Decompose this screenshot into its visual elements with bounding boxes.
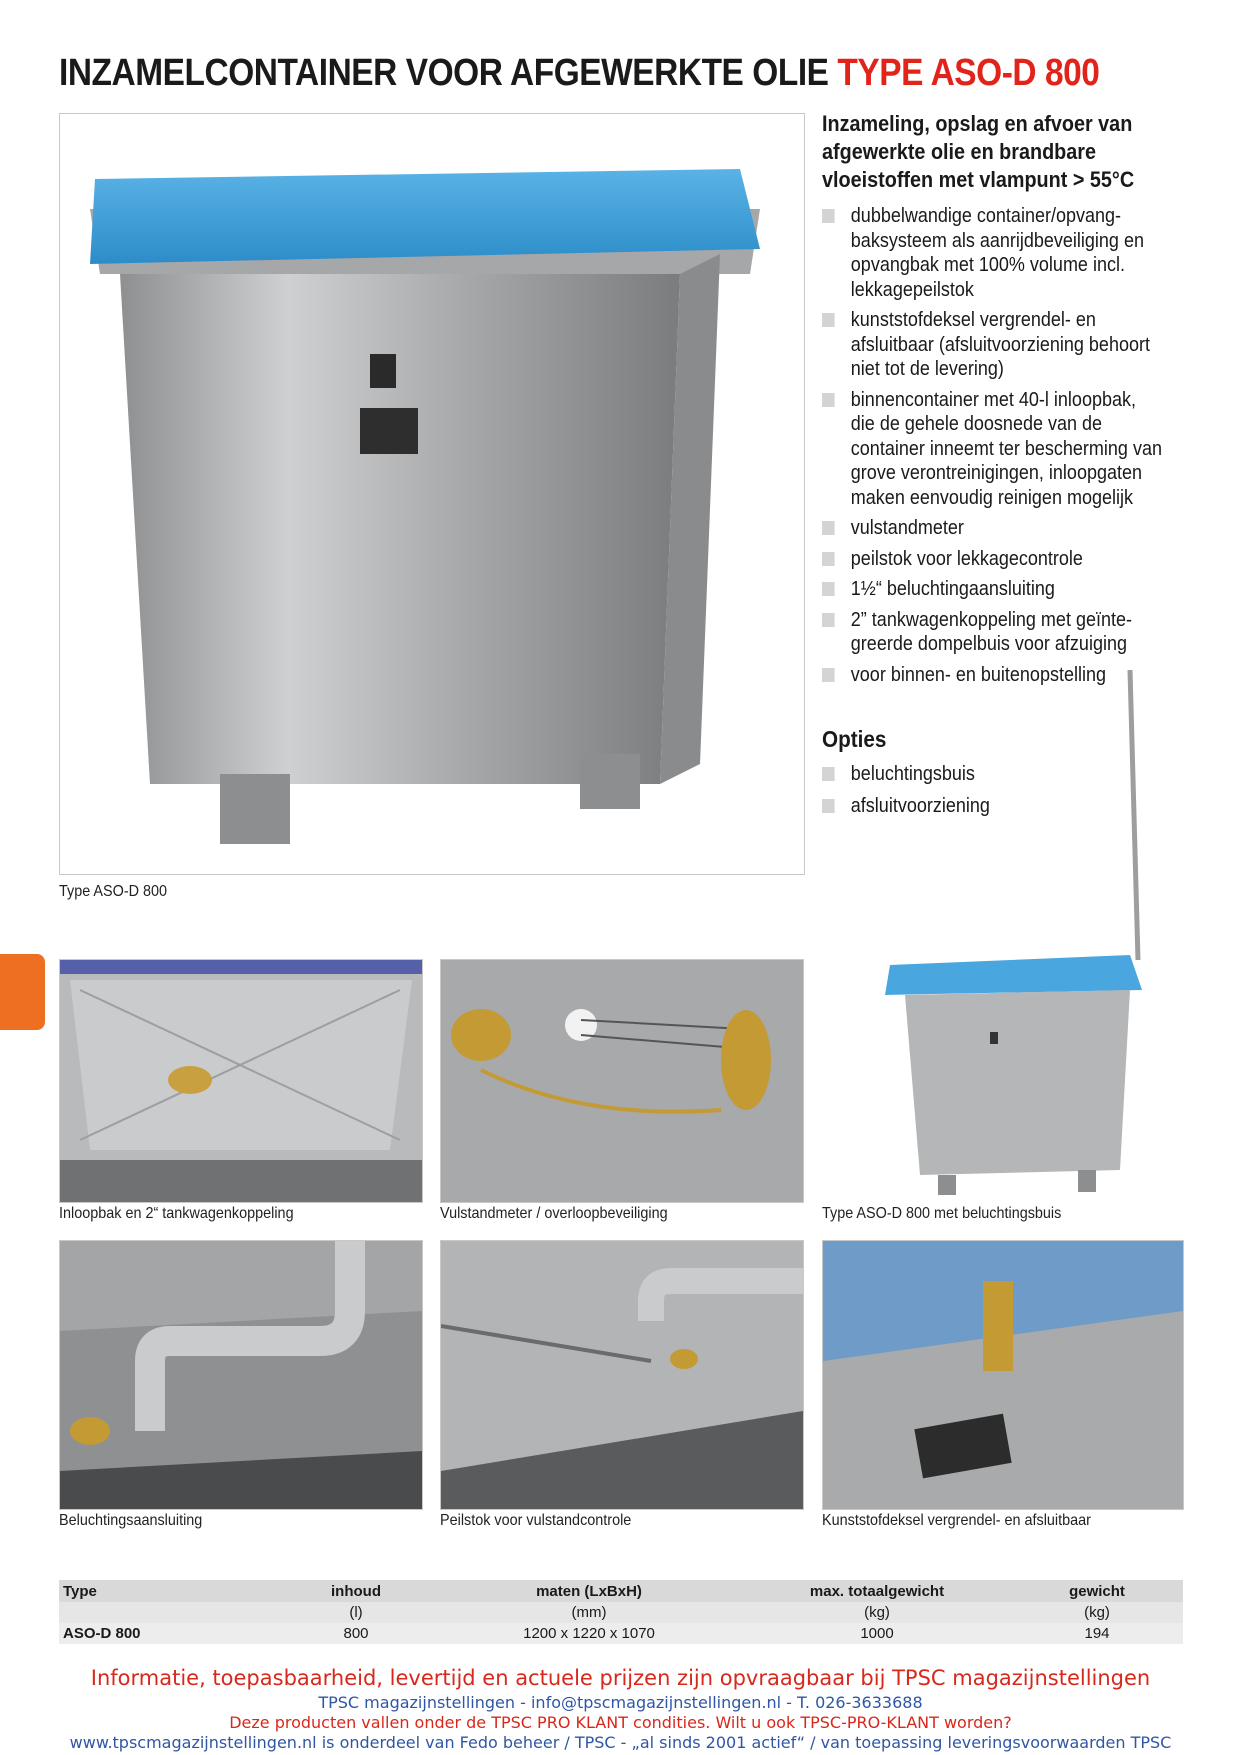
table-row bbox=[59, 1623, 1183, 1644]
table-unit: (l) bbox=[277, 1602, 435, 1623]
bullet-square-icon bbox=[822, 552, 835, 566]
table-cell: 194 bbox=[1011, 1623, 1183, 1644]
photo-vulstandmeter bbox=[440, 959, 804, 1203]
feature-item: binnencontainer met 40-l inloopbak, die de gehele doosnede van de container inneemt ter bescherming van grove verontreinigingen, inloopgaten maken eenvoudig reinigen mogelijk bbox=[822, 388, 1164, 511]
table-unit: (kg) bbox=[1011, 1602, 1183, 1623]
table-unit: (kg) bbox=[743, 1602, 1011, 1623]
title-type: TYPE ASO-D 800 bbox=[837, 52, 1100, 94]
feature-item: peilstok voor lekkagecontrole bbox=[822, 547, 1164, 572]
photo-kunststofdeksel bbox=[822, 1240, 1184, 1510]
footer-info-line: Informatie, toepasbaarheid, levertijd en actuele prijzen zijn opvraagbaar bij TPSC magazijnstellingen bbox=[90, 1666, 1151, 1690]
bullet-square-icon bbox=[822, 393, 835, 407]
table-header: maten (LxBxH) bbox=[435, 1580, 743, 1602]
table-unit: (mm) bbox=[435, 1602, 743, 1623]
bullet-square-icon bbox=[822, 582, 835, 596]
table-header: Type bbox=[59, 1580, 277, 1602]
table-units-row bbox=[59, 1602, 1183, 1623]
table-header: inhoud bbox=[277, 1580, 435, 1602]
table-cell: 1200 x 1220 x 1070 bbox=[435, 1623, 743, 1644]
bullet-square-icon bbox=[822, 209, 835, 223]
table-header: gewicht bbox=[1011, 1580, 1183, 1602]
feature-item: voor binnen- en buitenopstelling bbox=[822, 663, 1164, 688]
bullet-square-icon bbox=[822, 521, 835, 535]
caption-main: Type ASO-D 800 bbox=[59, 883, 168, 900]
table-cell: 1000 bbox=[743, 1623, 1011, 1644]
feature-item: 2” tankwagenkoppeling met geïnte-greerde dompelbuis voor afzuiging bbox=[822, 608, 1164, 657]
table-header: max. totaalgewicht bbox=[743, 1580, 1011, 1602]
title-main: INZAMELCONTAINER VOOR AFGEWERKTE OLIE bbox=[59, 52, 829, 94]
caption-p3: Type ASO-D 800 met beluchtingsbuis bbox=[822, 1205, 1062, 1222]
option-item: beluchtingsbuis bbox=[822, 762, 990, 787]
feature-item: vulstandmeter bbox=[822, 516, 1164, 541]
photo-peilstok bbox=[440, 1240, 804, 1510]
table-unit bbox=[59, 1602, 277, 1623]
bullet-square-icon bbox=[822, 613, 835, 627]
bullet-square-icon bbox=[822, 668, 835, 682]
bullet-square-icon bbox=[822, 767, 835, 781]
bullet-square-icon bbox=[822, 799, 835, 813]
footer-pro-klant-line: Deze producten vallen onder de TPSC PRO KLANT condities. Wilt u ook TPSC-PRO-KLANT worden? bbox=[229, 1713, 1012, 1732]
bullet-square-icon bbox=[822, 313, 835, 327]
caption-p4: Beluchtingsaansluiting bbox=[59, 1512, 203, 1529]
section-tab-marker bbox=[0, 954, 45, 1030]
feature-list bbox=[822, 204, 1164, 693]
options-heading: Opties bbox=[822, 726, 887, 752]
main-product-photo bbox=[59, 113, 805, 875]
photo-beluchtingsbuis bbox=[880, 660, 1180, 1200]
table-cell: ASO-D 800 bbox=[59, 1623, 277, 1644]
table-header-row bbox=[59, 1580, 1183, 1602]
photo-beluchtingsaansluiting bbox=[59, 1240, 423, 1510]
caption-p1: Inloopbak en 2“ tankwagenkoppeling bbox=[59, 1205, 294, 1222]
intro-heading: Inzameling, opslag en afvoer van afgewerkte olie en brandbare vloeistoffen met vlampunt > 55°C bbox=[822, 111, 1135, 192]
caption-p2: Vulstandmeter / overloopbeveiliging bbox=[440, 1205, 668, 1222]
feature-item: dubbelwandige container/opvang-baksysteem als aanrijdbeveiliging en opvangbak met 100% volume incl. lekkagepeilstok bbox=[822, 204, 1164, 302]
footer-contact-line[interactable]: TPSC magazijnstellingen - info@tpscmagazijnstellingen.nl - T. 026-3633688 bbox=[318, 1693, 923, 1712]
caption-p6: Kunststofdeksel vergrendel- en afsluitbaar bbox=[822, 1512, 1091, 1529]
spec-table bbox=[59, 1580, 1183, 1644]
table-cell: 800 bbox=[277, 1623, 435, 1644]
page-title bbox=[59, 52, 1099, 95]
photo-inloopbak bbox=[59, 959, 423, 1203]
caption-p5: Peilstok voor vulstandcontrole bbox=[440, 1512, 632, 1529]
feature-item: 1½“ beluchtingaansluiting bbox=[822, 577, 1164, 602]
option-item: afsluitvoorziening bbox=[822, 794, 990, 819]
footer-website-line[interactable]: www.tpscmagazijnstellingen.nl is onderdeel van Fedo beheer / TPSC - „al sinds 2001 actief“ / van toepassing leveringsvoorwaarden TPSC bbox=[69, 1733, 1172, 1752]
feature-item: kunststofdeksel vergrendel- en afsluitbaar (afsluitvoorziening behoort niet tot de levering) bbox=[822, 308, 1164, 382]
